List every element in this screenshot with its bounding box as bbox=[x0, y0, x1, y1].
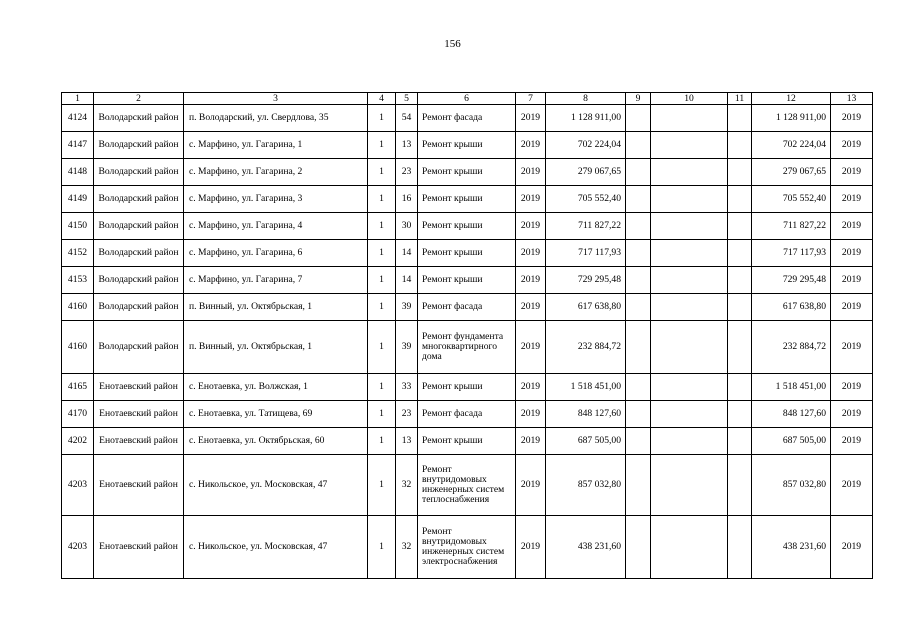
year-cell: 2019 bbox=[516, 374, 546, 401]
col-10-cell bbox=[651, 159, 728, 186]
col-9-cell bbox=[626, 455, 651, 516]
col-10-cell bbox=[651, 294, 728, 321]
completion-year-cell: 2019 bbox=[831, 132, 873, 159]
col-9-cell bbox=[626, 213, 651, 240]
address-cell: с. Енотаевка, ул. Октябрьская, 60 bbox=[184, 428, 368, 455]
col-11-cell bbox=[728, 428, 752, 455]
year-cell: 2019 bbox=[516, 213, 546, 240]
col-4-cell: 1 bbox=[368, 516, 396, 579]
col-10-cell bbox=[651, 374, 728, 401]
table-row bbox=[62, 321, 873, 374]
work-type-cell: Ремонт крыши bbox=[418, 428, 516, 455]
repair-schedule-table bbox=[61, 92, 873, 579]
col-4-cell: 1 bbox=[368, 294, 396, 321]
district-cell: Енотаевский район bbox=[94, 516, 184, 579]
row-id-cell: 4202 bbox=[62, 428, 94, 455]
column-header: 8 bbox=[546, 93, 626, 105]
work-type-cell: Ремонт крыши bbox=[418, 186, 516, 213]
district-cell: Володарский район bbox=[94, 321, 184, 374]
row-id-cell: 4150 bbox=[62, 213, 94, 240]
col-5-cell: 23 bbox=[396, 401, 418, 428]
address-cell: с. Марфино, ул. Гагарина, 7 bbox=[184, 267, 368, 294]
col-4-cell: 1 bbox=[368, 213, 396, 240]
completion-year-cell: 2019 bbox=[831, 321, 873, 374]
work-type-cell: Ремонт крыши bbox=[418, 213, 516, 240]
table-row bbox=[62, 159, 873, 186]
year-cell: 2019 bbox=[516, 267, 546, 294]
cost-cell: 705 552,40 bbox=[546, 186, 626, 213]
col-11-cell bbox=[728, 321, 752, 374]
work-type-cell: Ремонт крыши bbox=[418, 240, 516, 267]
col-9-cell bbox=[626, 374, 651, 401]
col-5-cell: 32 bbox=[396, 455, 418, 516]
col-4-cell: 1 bbox=[368, 105, 396, 132]
cost-cell: 438 231,60 bbox=[546, 516, 626, 579]
col-11-cell bbox=[728, 159, 752, 186]
col-11-cell bbox=[728, 294, 752, 321]
col-9-cell bbox=[626, 159, 651, 186]
col-5-cell: 39 bbox=[396, 294, 418, 321]
completion-year-cell: 2019 bbox=[831, 374, 873, 401]
work-type-cell: Ремонт крыши bbox=[418, 267, 516, 294]
col-5-cell: 30 bbox=[396, 213, 418, 240]
table-row bbox=[62, 401, 873, 428]
total-cell: 687 505,00 bbox=[752, 428, 831, 455]
address-cell: с. Никольское, ул. Московская, 47 bbox=[184, 455, 368, 516]
cost-cell: 1 128 911,00 bbox=[546, 105, 626, 132]
col-10-cell bbox=[651, 132, 728, 159]
col-5-cell: 23 bbox=[396, 159, 418, 186]
work-type-cell: Ремонт крыши bbox=[418, 132, 516, 159]
row-id-cell: 4203 bbox=[62, 516, 94, 579]
column-header: 1 bbox=[62, 93, 94, 105]
work-type-cell: Ремонт внутридомовых инженерных систем электроснабжения bbox=[418, 516, 516, 579]
col-11-cell bbox=[728, 374, 752, 401]
district-cell: Володарский район bbox=[94, 267, 184, 294]
row-id-cell: 4165 bbox=[62, 374, 94, 401]
table-row bbox=[62, 132, 873, 159]
col-9-cell bbox=[626, 428, 651, 455]
address-cell: с. Енотаевка, ул. Волжская, 1 bbox=[184, 374, 368, 401]
col-5-cell: 14 bbox=[396, 240, 418, 267]
col-4-cell: 1 bbox=[368, 240, 396, 267]
address-cell: с. Марфино, ул. Гагарина, 4 bbox=[184, 213, 368, 240]
cost-cell: 1 518 451,00 bbox=[546, 374, 626, 401]
col-4-cell: 1 bbox=[368, 132, 396, 159]
total-cell: 711 827,22 bbox=[752, 213, 831, 240]
district-cell: Володарский район bbox=[94, 105, 184, 132]
row-id-cell: 4160 bbox=[62, 294, 94, 321]
header-row bbox=[62, 93, 873, 105]
table-row bbox=[62, 374, 873, 401]
cost-cell: 729 295,48 bbox=[546, 267, 626, 294]
col-5-cell: 39 bbox=[396, 321, 418, 374]
completion-year-cell: 2019 bbox=[831, 240, 873, 267]
year-cell: 2019 bbox=[516, 428, 546, 455]
cost-cell: 687 505,00 bbox=[546, 428, 626, 455]
completion-year-cell: 2019 bbox=[831, 213, 873, 240]
total-cell: 705 552,40 bbox=[752, 186, 831, 213]
col-4-cell: 1 bbox=[368, 186, 396, 213]
completion-year-cell: 2019 bbox=[831, 105, 873, 132]
col-9-cell bbox=[626, 240, 651, 267]
col-10-cell bbox=[651, 240, 728, 267]
district-cell: Володарский район bbox=[94, 132, 184, 159]
address-cell: с. Марфино, ул. Гагарина, 2 bbox=[184, 159, 368, 186]
col-4-cell: 1 bbox=[368, 267, 396, 294]
col-5-cell: 13 bbox=[396, 428, 418, 455]
work-type-cell: Ремонт фасада bbox=[418, 401, 516, 428]
col-11-cell bbox=[728, 213, 752, 240]
cost-cell: 702 224,04 bbox=[546, 132, 626, 159]
row-id-cell: 4149 bbox=[62, 186, 94, 213]
total-cell: 848 127,60 bbox=[752, 401, 831, 428]
total-cell: 232 884,72 bbox=[752, 321, 831, 374]
col-9-cell bbox=[626, 105, 651, 132]
column-header: 12 bbox=[752, 93, 831, 105]
completion-year-cell: 2019 bbox=[831, 401, 873, 428]
col-4-cell: 1 bbox=[368, 321, 396, 374]
col-9-cell bbox=[626, 132, 651, 159]
year-cell: 2019 bbox=[516, 240, 546, 267]
year-cell: 2019 bbox=[516, 401, 546, 428]
col-10-cell bbox=[651, 321, 728, 374]
page-number: 156 bbox=[444, 38, 461, 50]
work-type-cell: Ремонт внутридомовых инженерных систем теплоснабжения bbox=[418, 455, 516, 516]
row-id-cell: 4170 bbox=[62, 401, 94, 428]
completion-year-cell: 2019 bbox=[831, 267, 873, 294]
col-5-cell: 13 bbox=[396, 132, 418, 159]
col-10-cell bbox=[651, 455, 728, 516]
col-9-cell bbox=[626, 294, 651, 321]
address-cell: с. Енотаевка, ул. Татищева, 69 bbox=[184, 401, 368, 428]
district-cell: Енотаевский район bbox=[94, 374, 184, 401]
col-11-cell bbox=[728, 132, 752, 159]
col-11-cell bbox=[728, 186, 752, 213]
col-4-cell: 1 bbox=[368, 159, 396, 186]
district-cell: Енотаевский район bbox=[94, 401, 184, 428]
col-10-cell bbox=[651, 186, 728, 213]
year-cell: 2019 bbox=[516, 455, 546, 516]
address-cell: с. Никольское, ул. Московская, 47 bbox=[184, 516, 368, 579]
col-11-cell bbox=[728, 516, 752, 579]
column-header: 9 bbox=[626, 93, 651, 105]
address-cell: с. Марфино, ул. Гагарина, 3 bbox=[184, 186, 368, 213]
district-cell: Енотаевский район bbox=[94, 428, 184, 455]
completion-year-cell: 2019 bbox=[831, 186, 873, 213]
col-10-cell bbox=[651, 516, 728, 579]
row-id-cell: 4152 bbox=[62, 240, 94, 267]
column-header: 11 bbox=[728, 93, 752, 105]
row-id-cell: 4124 bbox=[62, 105, 94, 132]
col-5-cell: 14 bbox=[396, 267, 418, 294]
district-cell: Енотаевский район bbox=[94, 455, 184, 516]
address-cell: п. Володарский, ул. Свердлова, 35 bbox=[184, 105, 368, 132]
address-cell: п. Винный, ул. Октябрьская, 1 bbox=[184, 294, 368, 321]
column-header: 5 bbox=[396, 93, 418, 105]
column-header: 4 bbox=[368, 93, 396, 105]
year-cell: 2019 bbox=[516, 516, 546, 579]
table-row bbox=[62, 105, 873, 132]
col-11-cell bbox=[728, 105, 752, 132]
address-cell: п. Винный, ул. Октябрьская, 1 bbox=[184, 321, 368, 374]
year-cell: 2019 bbox=[516, 321, 546, 374]
row-id-cell: 4147 bbox=[62, 132, 94, 159]
col-9-cell bbox=[626, 267, 651, 294]
col-11-cell bbox=[728, 240, 752, 267]
col-4-cell: 1 bbox=[368, 401, 396, 428]
completion-year-cell: 2019 bbox=[831, 159, 873, 186]
col-9-cell bbox=[626, 186, 651, 213]
cost-cell: 232 884,72 bbox=[546, 321, 626, 374]
address-cell: с. Марфино, ул. Гагарина, 6 bbox=[184, 240, 368, 267]
total-cell: 1 518 451,00 bbox=[752, 374, 831, 401]
completion-year-cell: 2019 bbox=[831, 428, 873, 455]
year-cell: 2019 bbox=[516, 294, 546, 321]
column-header: 2 bbox=[94, 93, 184, 105]
col-4-cell: 1 bbox=[368, 374, 396, 401]
col-5-cell: 16 bbox=[396, 186, 418, 213]
table-row bbox=[62, 455, 873, 516]
work-type-cell: Ремонт фасада bbox=[418, 105, 516, 132]
total-cell: 702 224,04 bbox=[752, 132, 831, 159]
col-10-cell bbox=[651, 105, 728, 132]
column-header: 6 bbox=[418, 93, 516, 105]
row-id-cell: 4160 bbox=[62, 321, 94, 374]
col-5-cell: 54 bbox=[396, 105, 418, 132]
district-cell: Володарский район bbox=[94, 213, 184, 240]
column-header: 3 bbox=[184, 93, 368, 105]
total-cell: 438 231,60 bbox=[752, 516, 831, 579]
cost-cell: 617 638,80 bbox=[546, 294, 626, 321]
table-row bbox=[62, 186, 873, 213]
row-id-cell: 4148 bbox=[62, 159, 94, 186]
total-cell: 1 128 911,00 bbox=[752, 105, 831, 132]
table-row bbox=[62, 516, 873, 579]
work-type-cell: Ремонт крыши bbox=[418, 374, 516, 401]
col-9-cell bbox=[626, 516, 651, 579]
table-row bbox=[62, 240, 873, 267]
work-type-cell: Ремонт фундамента многоквартирного дома bbox=[418, 321, 516, 374]
district-cell: Володарский район bbox=[94, 159, 184, 186]
completion-year-cell: 2019 bbox=[831, 294, 873, 321]
column-header: 10 bbox=[651, 93, 728, 105]
district-cell: Володарский район bbox=[94, 186, 184, 213]
col-5-cell: 33 bbox=[396, 374, 418, 401]
cost-cell: 279 067,65 bbox=[546, 159, 626, 186]
year-cell: 2019 bbox=[516, 132, 546, 159]
table-row bbox=[62, 428, 873, 455]
total-cell: 617 638,80 bbox=[752, 294, 831, 321]
address-cell: с. Марфино, ул. Гагарина, 1 bbox=[184, 132, 368, 159]
col-10-cell bbox=[651, 401, 728, 428]
column-header: 13 bbox=[831, 93, 873, 105]
row-id-cell: 4203 bbox=[62, 455, 94, 516]
cost-cell: 717 117,93 bbox=[546, 240, 626, 267]
col-4-cell: 1 bbox=[368, 428, 396, 455]
district-cell: Володарский район bbox=[94, 240, 184, 267]
completion-year-cell: 2019 bbox=[831, 516, 873, 579]
year-cell: 2019 bbox=[516, 105, 546, 132]
col-5-cell: 32 bbox=[396, 516, 418, 579]
col-11-cell bbox=[728, 267, 752, 294]
district-cell: Володарский район bbox=[94, 294, 184, 321]
col-9-cell bbox=[626, 321, 651, 374]
col-10-cell bbox=[651, 428, 728, 455]
col-11-cell bbox=[728, 401, 752, 428]
table-row bbox=[62, 267, 873, 294]
work-type-cell: Ремонт крыши bbox=[418, 159, 516, 186]
row-id-cell: 4153 bbox=[62, 267, 94, 294]
col-9-cell bbox=[626, 401, 651, 428]
total-cell: 279 067,65 bbox=[752, 159, 831, 186]
col-11-cell bbox=[728, 455, 752, 516]
cost-cell: 857 032,80 bbox=[546, 455, 626, 516]
total-cell: 729 295,48 bbox=[752, 267, 831, 294]
column-header: 7 bbox=[516, 93, 546, 105]
completion-year-cell: 2019 bbox=[831, 455, 873, 516]
year-cell: 2019 bbox=[516, 186, 546, 213]
year-cell: 2019 bbox=[516, 159, 546, 186]
col-10-cell bbox=[651, 267, 728, 294]
cost-cell: 848 127,60 bbox=[546, 401, 626, 428]
table-row bbox=[62, 294, 873, 321]
total-cell: 717 117,93 bbox=[752, 240, 831, 267]
table-row bbox=[62, 213, 873, 240]
work-type-cell: Ремонт фасада bbox=[418, 294, 516, 321]
cost-cell: 711 827,22 bbox=[546, 213, 626, 240]
col-10-cell bbox=[651, 213, 728, 240]
total-cell: 857 032,80 bbox=[752, 455, 831, 516]
col-4-cell: 1 bbox=[368, 455, 396, 516]
